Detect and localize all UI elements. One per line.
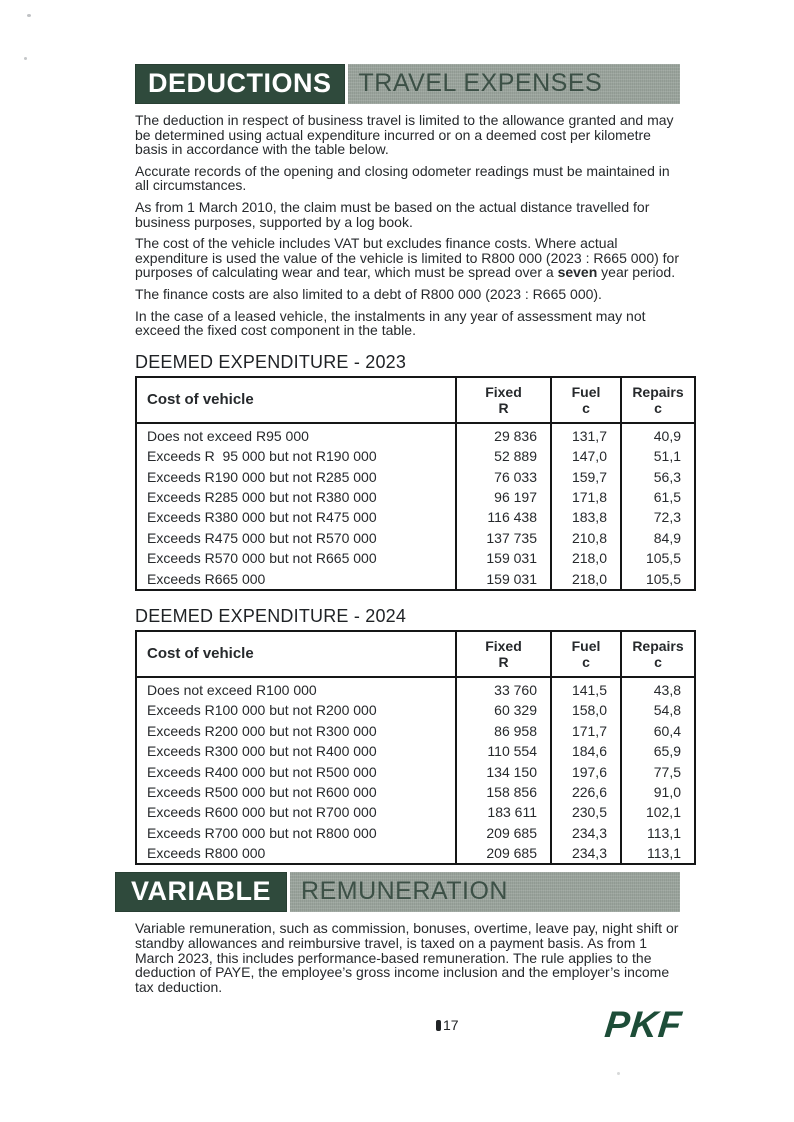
- paragraph: [135, 113, 680, 157]
- table-row: [136, 423, 695, 446]
- cell-cost-of-vehicle: Exceeds R380 000 but not R475 000: [147, 509, 377, 526]
- page-content: [131, 64, 685, 1064]
- cell-cost-of-vehicle: Exceeds R700 000 but not R800 000: [147, 824, 377, 841]
- cell-cost-of-vehicle: Exceeds R665 000: [147, 570, 266, 587]
- table-row: [136, 782, 695, 802]
- deductions-paragraphs: [135, 113, 680, 338]
- section-banner-variable: [115, 872, 680, 912]
- cell-value: 91,0: [621, 782, 695, 802]
- cell-value: 141,5: [551, 677, 621, 700]
- cell-cost-of-vehicle: Exceeds R200 000 but not R300 000: [147, 722, 377, 739]
- column-header: Cost of vehicle: [136, 377, 456, 423]
- cell-value: 183 611: [456, 802, 551, 822]
- table-row: [136, 528, 695, 548]
- deemed-expenditure-2024-table: [135, 630, 696, 866]
- cell-value: 210,8: [551, 528, 621, 548]
- column-header: Fuel c: [551, 377, 621, 423]
- cell-value: 134 150: [456, 761, 551, 781]
- cell-value: 60 329: [456, 700, 551, 720]
- text-run: As from 1 March 2010, the claim must be based on the actual distance travelled for business purposes, supported by a log book.: [135, 198, 650, 230]
- text-run: Variable remuneration, such as commission, bonuses, overtime, leave pay, night shift or standby allowances and reimbursive travel, is taxed on a payment basis. As from 1 March 2023, this includes performance-based remuneration. The rule applies to the deduction of PAYE, the employee’s gross income inclusion and the employer’s income tax deduction.: [135, 920, 679, 995]
- cell-cost-of-vehicle: Exceeds R190 000 but not R285 000: [147, 468, 377, 485]
- cell-value: 84,9: [621, 528, 695, 548]
- cell-value: 86 958: [456, 721, 551, 741]
- cell-value: 113,1: [621, 823, 695, 843]
- cell-value: 183,8: [551, 507, 621, 527]
- variable-paragraphs: [135, 921, 680, 994]
- table-row: [136, 741, 695, 761]
- cell-value: 159 031: [456, 568, 551, 589]
- table-row: [136, 802, 695, 822]
- text-run: The cost of the vehicle includes VAT but excludes finance costs. Where actual expenditure is used the value of the vehicle is limited to R800 000 (2023 : R665 000) for purposes of calculating wear and tear, which must be spread over a: [135, 235, 679, 281]
- cell-value: 159,7: [551, 467, 621, 487]
- banner-remuneration-label: REMUNERATION: [290, 872, 680, 912]
- cell-value: 113,1: [621, 843, 695, 864]
- table-row: [136, 467, 695, 487]
- paragraph: [135, 200, 680, 229]
- deemed-expenditure-2023-table: [135, 376, 696, 591]
- paragraph: [135, 287, 680, 302]
- column-header: Cost of vehicle: [136, 631, 456, 677]
- cell-value: 234,3: [551, 823, 621, 843]
- table-row: [136, 761, 695, 781]
- cell-value: 209 685: [456, 843, 551, 864]
- cell-value: 226,6: [551, 782, 621, 802]
- table-row: [136, 677, 695, 700]
- cell-value: 65,9: [621, 741, 695, 761]
- cell-value: 76 033: [456, 467, 551, 487]
- page-number: 17: [436, 1017, 459, 1033]
- scan-speck: [24, 57, 27, 60]
- table-row: [136, 700, 695, 720]
- bold-text: seven: [557, 264, 598, 281]
- paragraph: [135, 236, 680, 280]
- table-header-row: [136, 377, 695, 423]
- table-title-2023: DEEMED EXPENDITURE - 2023: [135, 351, 407, 372]
- cell-value: 60,4: [621, 721, 695, 741]
- cell-value: 33 760: [456, 677, 551, 700]
- table-row: [136, 487, 695, 507]
- cell-value: 43,8: [621, 677, 695, 700]
- paragraph: [135, 921, 680, 994]
- cell-cost-of-vehicle: Exceeds R100 000 but not R200 000: [147, 702, 377, 719]
- banner-travel-expenses-label: TRAVEL EXPENSES: [348, 64, 680, 104]
- column-header: Fixed R: [456, 631, 551, 677]
- table-row: [136, 721, 695, 741]
- cell-value: 184,6: [551, 741, 621, 761]
- cell-value: 137 735: [456, 528, 551, 548]
- banner-deductions-label: DEDUCTIONS: [135, 64, 345, 104]
- table-header-row: [136, 631, 695, 677]
- paragraph: [135, 164, 680, 193]
- cell-value: 116 438: [456, 507, 551, 527]
- cell-value: 105,5: [621, 568, 695, 589]
- cell-value: 230,5: [551, 802, 621, 822]
- table-row: [136, 507, 695, 527]
- text-run: year period.: [597, 264, 676, 281]
- column-header: Fuel c: [551, 631, 621, 677]
- banner-variable-label: VARIABLE: [115, 872, 287, 912]
- cell-value: 102,1: [621, 802, 695, 822]
- cell-cost-of-vehicle: Exceeds R570 000 but not R665 000: [147, 550, 377, 567]
- table-row: [136, 823, 695, 843]
- column-header: Repairs c: [621, 631, 695, 677]
- text-run: In the case of a leased vehicle, the instalments in any year of assessment may not exceed the fixed cost component in the table.: [135, 307, 646, 339]
- scan-speck: [27, 14, 31, 17]
- cell-value: 72,3: [621, 507, 695, 527]
- cell-value: 218,0: [551, 548, 621, 568]
- cell-cost-of-vehicle: Exceeds R285 000 but not R380 000: [147, 489, 377, 506]
- cell-cost-of-vehicle: Exceeds R600 000 but not R700 000: [147, 804, 377, 821]
- cell-cost-of-vehicle: Exceeds R475 000 but not R570 000: [147, 529, 377, 546]
- table-title-2024: DEEMED EXPENDITURE - 2024: [135, 605, 407, 626]
- cell-value: 158,0: [551, 700, 621, 720]
- table-row: [136, 446, 695, 466]
- column-header: Repairs c: [621, 377, 695, 423]
- text-run: Accurate records of the opening and closing odometer readings must be maintained in all circumstances.: [135, 162, 670, 194]
- cell-value: 110 554: [456, 741, 551, 761]
- cell-value: 96 197: [456, 487, 551, 507]
- cell-value: 197,6: [551, 761, 621, 781]
- cell-value: 77,5: [621, 761, 695, 781]
- cell-value: 147,0: [551, 446, 621, 466]
- cell-value: 159 031: [456, 548, 551, 568]
- cell-value: 218,0: [551, 568, 621, 589]
- paragraph: [135, 309, 680, 338]
- cell-value: 171,7: [551, 721, 621, 741]
- cell-value: 51,1: [621, 446, 695, 466]
- page-footer: [135, 1004, 685, 1064]
- cell-value: 40,9: [621, 423, 695, 446]
- text-run: The deduction in respect of business travel is limited to the allowance granted and may be determined using actual expenditure incurred or on a deemed cost per kilometre basis in accordance with the table below.: [135, 112, 674, 158]
- cell-value: 158 856: [456, 782, 551, 802]
- cell-cost-of-vehicle: Does not exceed R95 000: [147, 427, 309, 444]
- cell-value: 54,8: [621, 700, 695, 720]
- table-row: [136, 548, 695, 568]
- scan-speck: [617, 1072, 620, 1075]
- cell-value: 209 685: [456, 823, 551, 843]
- cell-value: 131,7: [551, 423, 621, 446]
- cell-cost-of-vehicle: Exceeds R800 000: [147, 845, 266, 862]
- cell-cost-of-vehicle: Exceeds R500 000 but not R600 000: [147, 783, 377, 800]
- pkf-logo: PKF: [602, 1004, 685, 1046]
- cell-value: 52 889: [456, 446, 551, 466]
- cell-value: 234,3: [551, 843, 621, 864]
- cell-value: 29 836: [456, 423, 551, 446]
- cell-cost-of-vehicle: Exceeds R400 000 but not R500 000: [147, 763, 377, 780]
- table-row: [136, 843, 695, 864]
- column-header: Fixed R: [456, 377, 551, 423]
- cell-value: 61,5: [621, 487, 695, 507]
- cell-value: 171,8: [551, 487, 621, 507]
- cell-cost-of-vehicle: Does not exceed R100 000: [147, 682, 317, 699]
- text-run: The finance costs are also limited to a debt of R800 000 (2023 : R665 000).: [135, 285, 602, 302]
- cell-cost-of-vehicle: Exceeds R 95 000 but not R190 000: [147, 448, 377, 465]
- cell-cost-of-vehicle: Exceeds R300 000 but not R400 000: [147, 743, 377, 760]
- cell-value: 56,3: [621, 467, 695, 487]
- section-banner-deductions: [135, 64, 680, 104]
- table-row: [136, 568, 695, 589]
- cell-value: 105,5: [621, 548, 695, 568]
